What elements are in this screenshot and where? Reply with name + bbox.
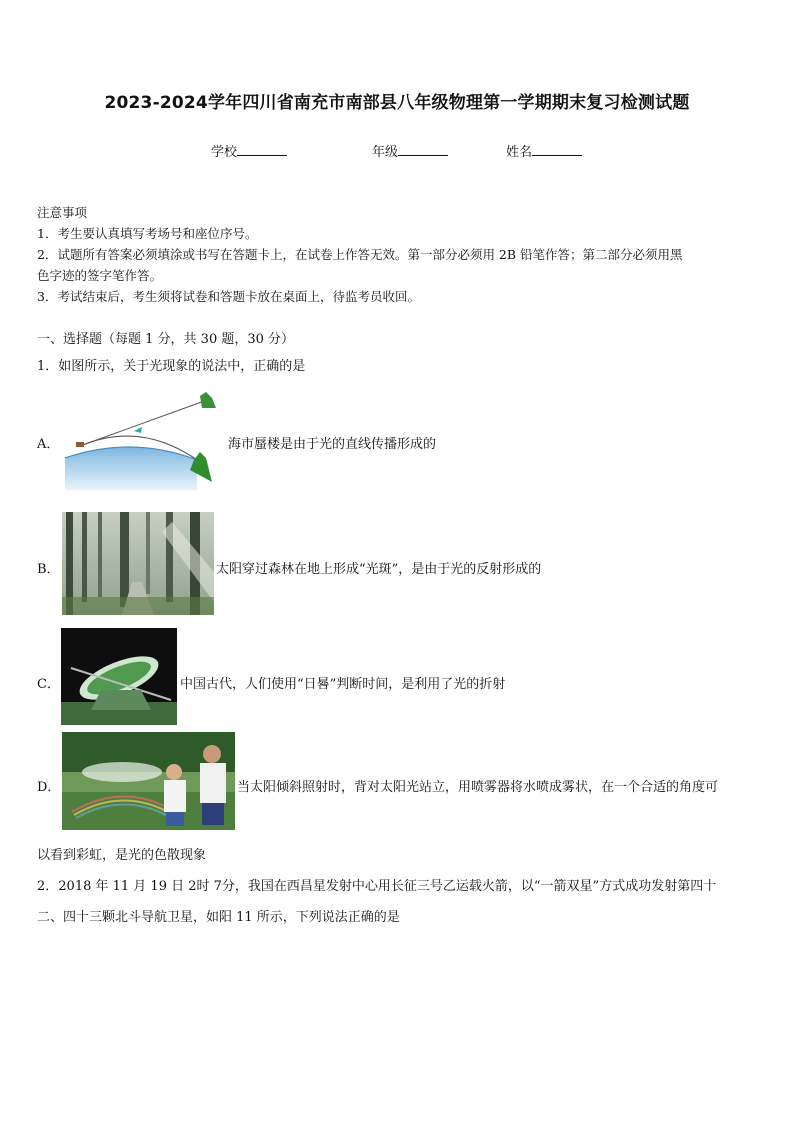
rainbow-spray-photo [62, 732, 235, 830]
notice-item-3: 3．考试结束后，考生须将试卷和答题卡放在桌面上，待监考员收回。 [37, 289, 420, 304]
notice-item-2-cont: 色字迹的签字笔作答。 [37, 268, 163, 283]
school-field [211, 141, 287, 160]
grade-blank [398, 143, 448, 156]
notice-heading: 注意事项 [37, 205, 88, 220]
question-1-stem: 1．如图所示，关于光现象的说法中，正确的是 [37, 359, 306, 374]
school-blank [237, 143, 287, 156]
name-blank [532, 143, 582, 156]
option-a-letter: A． [37, 437, 60, 452]
question-2-line-1: 2．2018 年 11 月 19 日 2时 7分，我国在西昌星发射中心用长征三号乙运载火箭，以“一箭双星”方式成功发射第四十 [37, 879, 717, 894]
section-heading: 一、选择题（每题 1 分，共 30 题，30 分） [37, 332, 295, 347]
forest-light-photo [62, 512, 214, 615]
name-label: 姓名 [506, 145, 533, 160]
page-title: 2023-2024学年四川省南充市南部县八年级物理第一学期期末复习检测试题 [104, 93, 690, 113]
school-label: 学校 [211, 145, 238, 160]
option-c-text: 中国古代，人们使用“日晷”判断时间，是利用了光的折射 [180, 677, 506, 692]
question-2-line-2: 二、四十三颗北斗导航卫星，如阳 11 所示，下列说法正确的是 [37, 910, 400, 925]
option-d-text: 当太阳倾斜照射时，背对太阳光站立，用喷雾器将水喷成雾状，在一个合适的角度可 [237, 780, 719, 795]
option-d-letter: D． [37, 780, 61, 795]
option-d-text-cont: 以看到彩虹，是光的色散现象 [37, 848, 207, 863]
notice-item-2: 2．试题所有答案必须填涂或书写在答题卡上，在试卷上作答无效。第一部分必须用 2B 铅笔作答；第二部分必须用黑 [37, 247, 683, 262]
option-b-letter: B． [37, 562, 60, 577]
notice-item-1: 1．考生要认真填写考场号和座位序号。 [37, 226, 258, 241]
option-b-text: 太阳穿过森林在地上形成“光斑”，是由于光的反射形成的 [216, 562, 542, 577]
option-a-text: 海市蜃楼是由于光的直线传播形成的 [228, 437, 437, 452]
name-field [506, 141, 582, 160]
mirage-diagram [62, 390, 222, 490]
sundial-photo [61, 628, 177, 725]
grade-field [372, 141, 448, 160]
grade-label: 年级 [372, 145, 399, 160]
option-c-letter: C． [37, 677, 60, 692]
